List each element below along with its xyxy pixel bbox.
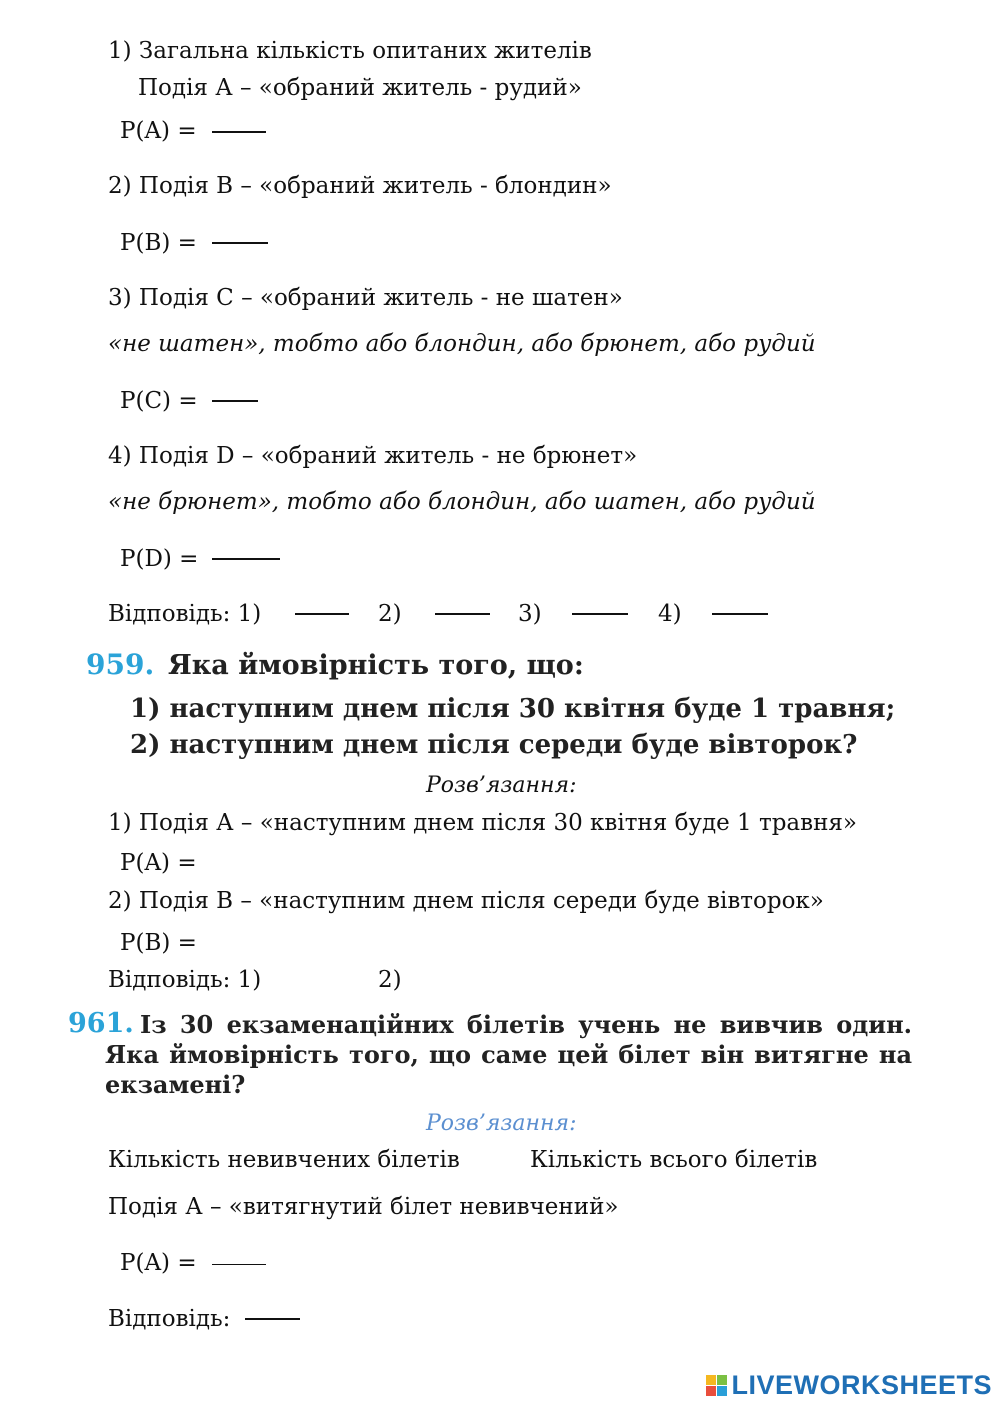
note-4-text: «не брюнет», тобто або блондин, або шатен, або рудий <box>108 489 816 515</box>
solution-heading-959: Розв’язання: <box>426 773 577 798</box>
problem-961-number: 961. <box>68 1008 134 1039</box>
problem-959-answer-label: Відповідь: 1) <box>108 967 262 993</box>
problem-959-answer-label-2: 2) <box>378 967 402 993</box>
formula-pB: P(B) = <box>120 230 197 256</box>
answer-label-2: 2) <box>378 601 402 627</box>
answer-label-3: 3) <box>518 601 542 627</box>
problem-961-answer-label: Відповідь: <box>108 1306 231 1332</box>
count-unlearned-label: Кількість невивчених білетів <box>108 1147 460 1173</box>
answer-blank-3[interactable] <box>572 613 628 615</box>
problem-961-line-3: екзамені? <box>105 1070 246 1099</box>
problem-959-formula-pB: P(B) = <box>120 930 197 956</box>
answer-blank-4[interactable] <box>712 613 768 615</box>
answer-blank-1[interactable] <box>295 613 349 615</box>
problem-959-item-1: 1) наступним днем після 30 квітня буде 1 травня; <box>130 694 896 724</box>
count-total-label: Кількість всього білетів <box>530 1147 818 1173</box>
problem-959-event-b: 2) Подія В – «наступним днем після середи буде вівторок» <box>108 888 824 914</box>
note-3-text: «не шатен», тобто або блондин, або брюнет, або рудий <box>108 331 816 357</box>
answer-label-1: Відповідь: 1) <box>108 601 262 627</box>
answer-label-4: 4) <box>658 601 682 627</box>
fraction-blank-pC[interactable] <box>212 400 258 402</box>
liveworksheets-logo[interactable] <box>706 1370 992 1401</box>
formula-pA: P(A) = <box>120 118 197 144</box>
answer-blank-2[interactable] <box>435 613 490 615</box>
problem-961-formula-pA: P(A) = <box>120 1250 197 1276</box>
problem-961-line-2: Яка ймовірність того, що саме цей білет він витягне на <box>105 1040 912 1069</box>
formula-pD: P(D) = <box>120 546 199 572</box>
problem-961-answer-blank[interactable] <box>245 1318 300 1320</box>
question-1-text: 1) Загальна кількість опитаних жителів <box>108 38 592 64</box>
solution-heading-961: Розв’язання: <box>426 1111 577 1136</box>
question-3-text: 3) Подія С – «обраний житель - не шатен» <box>108 285 623 311</box>
fraction-blank-pA[interactable] <box>212 131 266 133</box>
problem-961-event-a: Подія А – «витягнутий білет невивчений» <box>108 1194 619 1220</box>
problem-961-line-1: Із 30 екзаменаційних білетів учень не вивчив один. <box>140 1010 912 1039</box>
logo-badge-icon <box>706 1375 727 1396</box>
problem-959-item-2: 2) наступним днем після середи буде вівторок? <box>130 730 858 760</box>
problem-959-event-a: 1) Подія А – «наступним днем після 30 квітня буде 1 травня» <box>108 810 858 836</box>
fraction-blank-pB[interactable] <box>212 242 268 244</box>
question-2-text: 2) Подія В – «обраний житель - блондин» <box>108 173 612 199</box>
logo-text: LIVEWORKSHEETS <box>731 1370 992 1400</box>
question-4-text: 4) Подія D – «обраний житель - не брюнет» <box>108 443 638 469</box>
problem-959-number: 959. <box>86 648 155 681</box>
formula-pC: P(C) = <box>120 388 198 414</box>
problem-961-fraction-blank[interactable] <box>212 1264 266 1265</box>
event-a-text: Подія А – «обраний житель - рудий» <box>138 75 582 101</box>
problem-959-formula-pA: P(A) = <box>120 850 197 876</box>
fraction-blank-pD[interactable] <box>212 558 280 560</box>
problem-959-question: Яка ймовірність того, що: <box>168 650 584 681</box>
